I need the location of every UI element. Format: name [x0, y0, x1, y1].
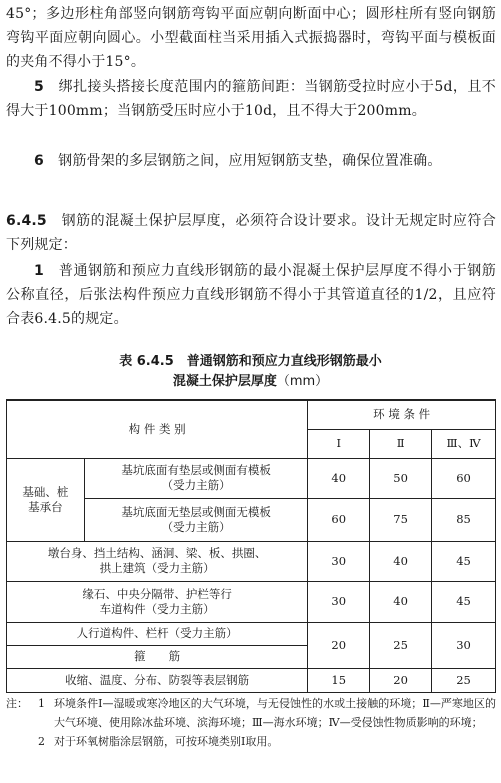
section-6-4-5	[6, 209, 496, 257]
row-label: 收缩、温度、分布、防裂等表层钢筋	[7, 668, 308, 692]
paragraph-item-6	[6, 149, 496, 173]
cell-value: 40	[370, 581, 432, 622]
table-row	[7, 581, 496, 622]
table-notes	[6, 694, 496, 751]
cell-value: 45	[432, 541, 496, 581]
cell-value: 20	[370, 668, 432, 692]
section-number: 6.4.5	[6, 213, 47, 229]
paragraph-item-1	[6, 259, 496, 331]
row-label: 箍 筋	[7, 645, 308, 668]
paragraph-text: 钢筋的混凝土保护层厚度，必须符合设计要求。设计无规定时应符合下列规定：	[6, 213, 497, 253]
cell-value: 85	[432, 498, 496, 541]
item-number: 6	[34, 153, 44, 169]
row-label: 基坑底面有垫层或侧面有模板 （受力主筋）	[84, 458, 307, 498]
row-label: 基坑底面无垫层或侧面无模板 （受力主筋）	[84, 498, 307, 541]
cell-value: 50	[370, 458, 432, 498]
paragraph-item-5	[6, 75, 496, 123]
table-row	[7, 541, 496, 581]
cell-value: 75	[370, 498, 432, 541]
header-env-1: Ⅰ	[308, 429, 370, 458]
cell-value: 60	[308, 498, 370, 541]
note-text: 环境条件Ⅰ—湿暖或寒冷地区的大气环境，与无侵蚀性的水或土接触的环境；Ⅱ—严寒地区的大气环境、使用除冰盐环境、滨海环境；Ⅲ—海水环境；Ⅳ—受侵蚀性物质影响的环境；	[54, 697, 496, 729]
notes-label: 注：	[6, 697, 28, 710]
table-caption-line2	[0, 372, 501, 392]
paragraph-continued	[6, 2, 496, 74]
note-1	[6, 694, 496, 732]
row-label: 缘石、中央分隔带、护栏等行 车道构件（受力主筋）	[7, 581, 308, 622]
cell-value: 15	[308, 668, 370, 692]
cell-value: 45	[432, 581, 496, 622]
paragraph-text: 绑扎接头搭接长度范围内的箍筋间距：当钢筋受拉时应小于5d，且不得大于100mm；当钢筋受压时应小于10d，且不得大于200mm。	[6, 79, 496, 119]
table-caption-unit: （mm）	[276, 374, 329, 389]
table-caption-title: 混凝土保护层厚度	[172, 374, 277, 389]
table-caption-line1: 表 6.4.5 普通钢筋和预应力直线形钢筋最小	[119, 354, 382, 369]
cell-value: 60	[432, 458, 496, 498]
cell-value: 30	[308, 541, 370, 581]
note-number: 1	[38, 697, 45, 710]
note-number: 2	[38, 735, 45, 748]
note-text: 对于环氧树脂涂层钢筋，可按环境类别Ⅰ取用。	[54, 735, 279, 748]
table-row	[7, 622, 496, 645]
paragraph-text: 钢筋骨架的多层钢筋之间，应用短钢筋支垫，确保位置准确。	[58, 153, 442, 169]
cell-value: 30	[308, 581, 370, 622]
table-row	[7, 458, 496, 498]
item-number: 5	[34, 79, 44, 95]
cell-value: 20	[308, 622, 370, 668]
note-2	[6, 732, 496, 751]
cell-value: 40	[308, 458, 370, 498]
row-group-label: 基础、桩 基承台	[7, 458, 85, 541]
cover-thickness-table	[6, 399, 496, 693]
header-env-3: Ⅲ、Ⅳ	[432, 429, 496, 458]
cell-value: 30	[432, 622, 496, 668]
row-label: 墩台身、挡土结构、涵洞、梁、板、拱圈、 拱上建筑（受力主筋）	[7, 541, 308, 581]
row-label: 人行道构件、栏杆（受力主筋）	[7, 622, 308, 645]
table-row	[7, 668, 496, 692]
header-env-2: Ⅱ	[370, 429, 432, 458]
cell-value: 40	[370, 541, 432, 581]
header-category: 构 件 类 别	[7, 400, 308, 458]
cell-value: 25	[432, 668, 496, 692]
cell-value: 25	[370, 622, 432, 668]
paragraph-text: 45°；多边形柱角部竖向钢筋弯钩平面应朝向断面中心；圆形柱所有竖向钢筋弯钩平面应朝向圆心。小型截面柱当采用插入式振捣器时，弯钩平面与模板面的夹角不得小于15°。	[6, 6, 496, 70]
header-environment: 环 境 条 件	[308, 400, 496, 429]
item-number: 1	[34, 263, 44, 279]
paragraph-text: 普通钢筋和预应力直线形钢筋的最小混凝土保护层厚度不得小于钢筋公称直径，后张法构件预应力直线形钢筋不得小于其管道直径的1/2，且应符合表6.4.5的规定。	[6, 263, 496, 327]
